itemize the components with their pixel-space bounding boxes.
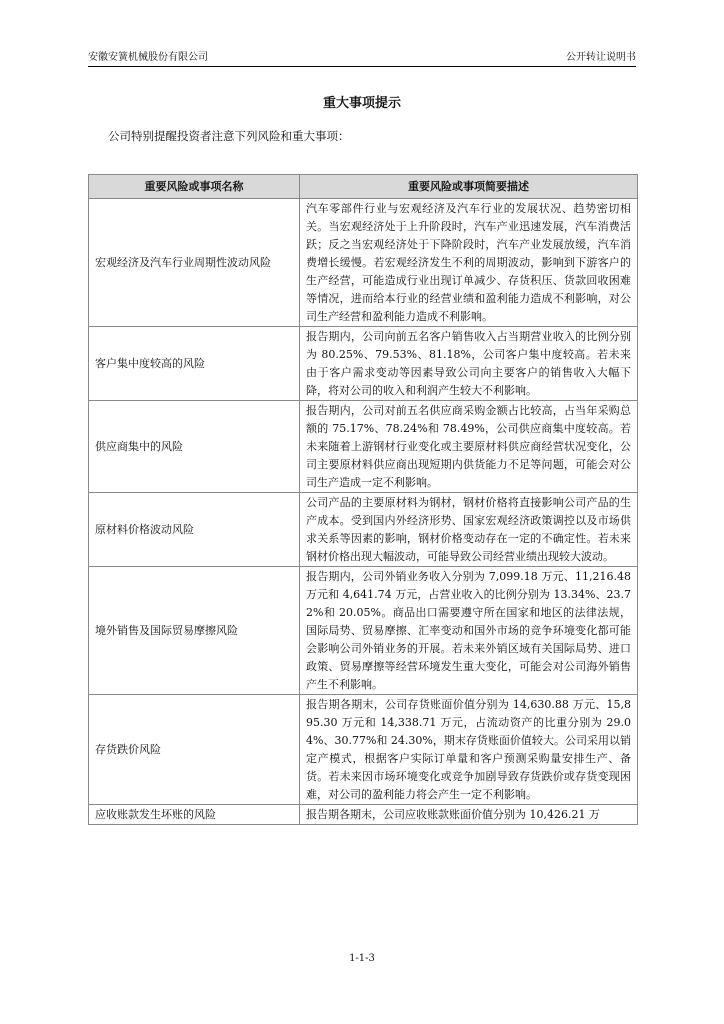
risk-desc: 公司产品的主要原材料为钢材，钢材价格将直接影响公司产品的生产成本。受到国内外经济形势、国家宏观经济政策调控以及市场供求关系等因素的影响，钢材价格变动存在一定的不确定性。若未来钢材价格出现大幅波动，可能导致公司经营业绩出现较大波动。 [300,493,638,567]
page-number: 1-1-3 [349,953,375,964]
page-header [88,50,636,67]
risk-desc: 报告期各期末，公司应收账款账面价值分别为 10,426.21 万 [300,805,638,825]
column-header-name: 重要风险或事项名称 [89,175,300,199]
risk-desc: 汽车零部件行业与宏观经济及汽车行业的发展状况、趋势密切相关。当宏观经济处于上升阶段时，汽车产业迅速发展，汽车消费活跃；反之当宏观经济处于下降阶段时，汽车产业发展放缓，汽车消费增长缓慢。若宏观经济发生不利的周期波动，影响到下游客户的生产经营，可能造成行业出现订单减少、存货积压、货款回收困难等情况，进而给本行业的经营业绩和盈利能力造成不利影响，对公司生产经营和盈利能力造成不利影响。 [300,199,638,327]
table-row [89,493,638,567]
table-row [89,327,638,401]
intro-text: 公司特别提醒投资者注意下列风险和重大事项： [108,129,350,143]
risk-name: 存货跌价风险 [89,695,300,805]
header-company: 安徽安簧机械股份有限公司 [88,52,208,63]
table-row [89,199,638,327]
risk-name: 供应商集中的风险 [89,401,300,493]
risk-desc: 报告期内，公司向前五名客户销售收入占当期营业收入的比例分别为 80.25%、79.53%、81.18%，公司客户集中度较高。若未来由于客户需求变动等因素导致公司向主要客户的销售收入大幅下降，将对公司的收入和利润产生较大不利影响。 [300,327,638,401]
risk-name: 客户集中度较高的风险 [89,327,300,401]
risk-desc: 报告期各期末，公司存货账面价值分别为 14,630.88 万元、15,895.30 万元和 14,338.71 万元，占流动资产的比重分别为 29.04%、30.77%和 24.30%，期末存货账面价值较大。公司采用以销定产模式，根据客户实际订单量和客户预测采购量安排生产、备货。若未来因市场环境变化或竞争加剧导致存货跌价或存货变现困难，对公司的盈利能力将会产生一定不利影响。 [300,695,638,805]
risk-name: 宏观经济及汽车行业周期性波动风险 [89,199,300,327]
table-row [89,401,638,493]
risk-name: 境外销售及国际贸易摩擦风险 [89,567,300,695]
risk-desc: 报告期内，公司对前五名供应商采购金额占比较高，占当年采购总额的 75.17%、78.24%和 78.49%，公司供应商集中度较高。若未来随着上游钢材行业变化或主要原材料供应商经营状况变化，公司主要原材料供应商出现短期内供货能力不足等问题，可能会对公司生产造成一定不利影响。 [300,401,638,493]
header-doc-type: 公开转让说明书 [566,52,636,63]
risk-desc: 报告期内，公司外销业务收入分别为 7,099.18 万元、11,216.48 万元和 4,641.74 万元，占营业收入的比例分别为 13.34%、23.72%和 20.05%。商品出口需要遵守所在国家和地区的法律法规，国际局势、贸易摩擦、汇率变动和国外市场的竞争环境变化都可能会影响公司外销业务的开展。若未来外销区域有关国际局势、进口政策、贸易摩擦等经营环境发生重大变化，可能会对公司海外销售产生不利影响。 [300,567,638,695]
table-row [89,805,638,825]
table-row [89,695,638,805]
page-title: 重大事项提示 [322,96,401,111]
table-header-row [89,175,638,199]
risk-name: 原材料价格波动风险 [89,493,300,567]
table-row [89,567,638,695]
risk-name: 应收账款发生坏账的风险 [89,805,300,825]
risk-table [88,174,638,825]
column-header-desc: 重要风险或事项简要描述 [300,175,638,199]
